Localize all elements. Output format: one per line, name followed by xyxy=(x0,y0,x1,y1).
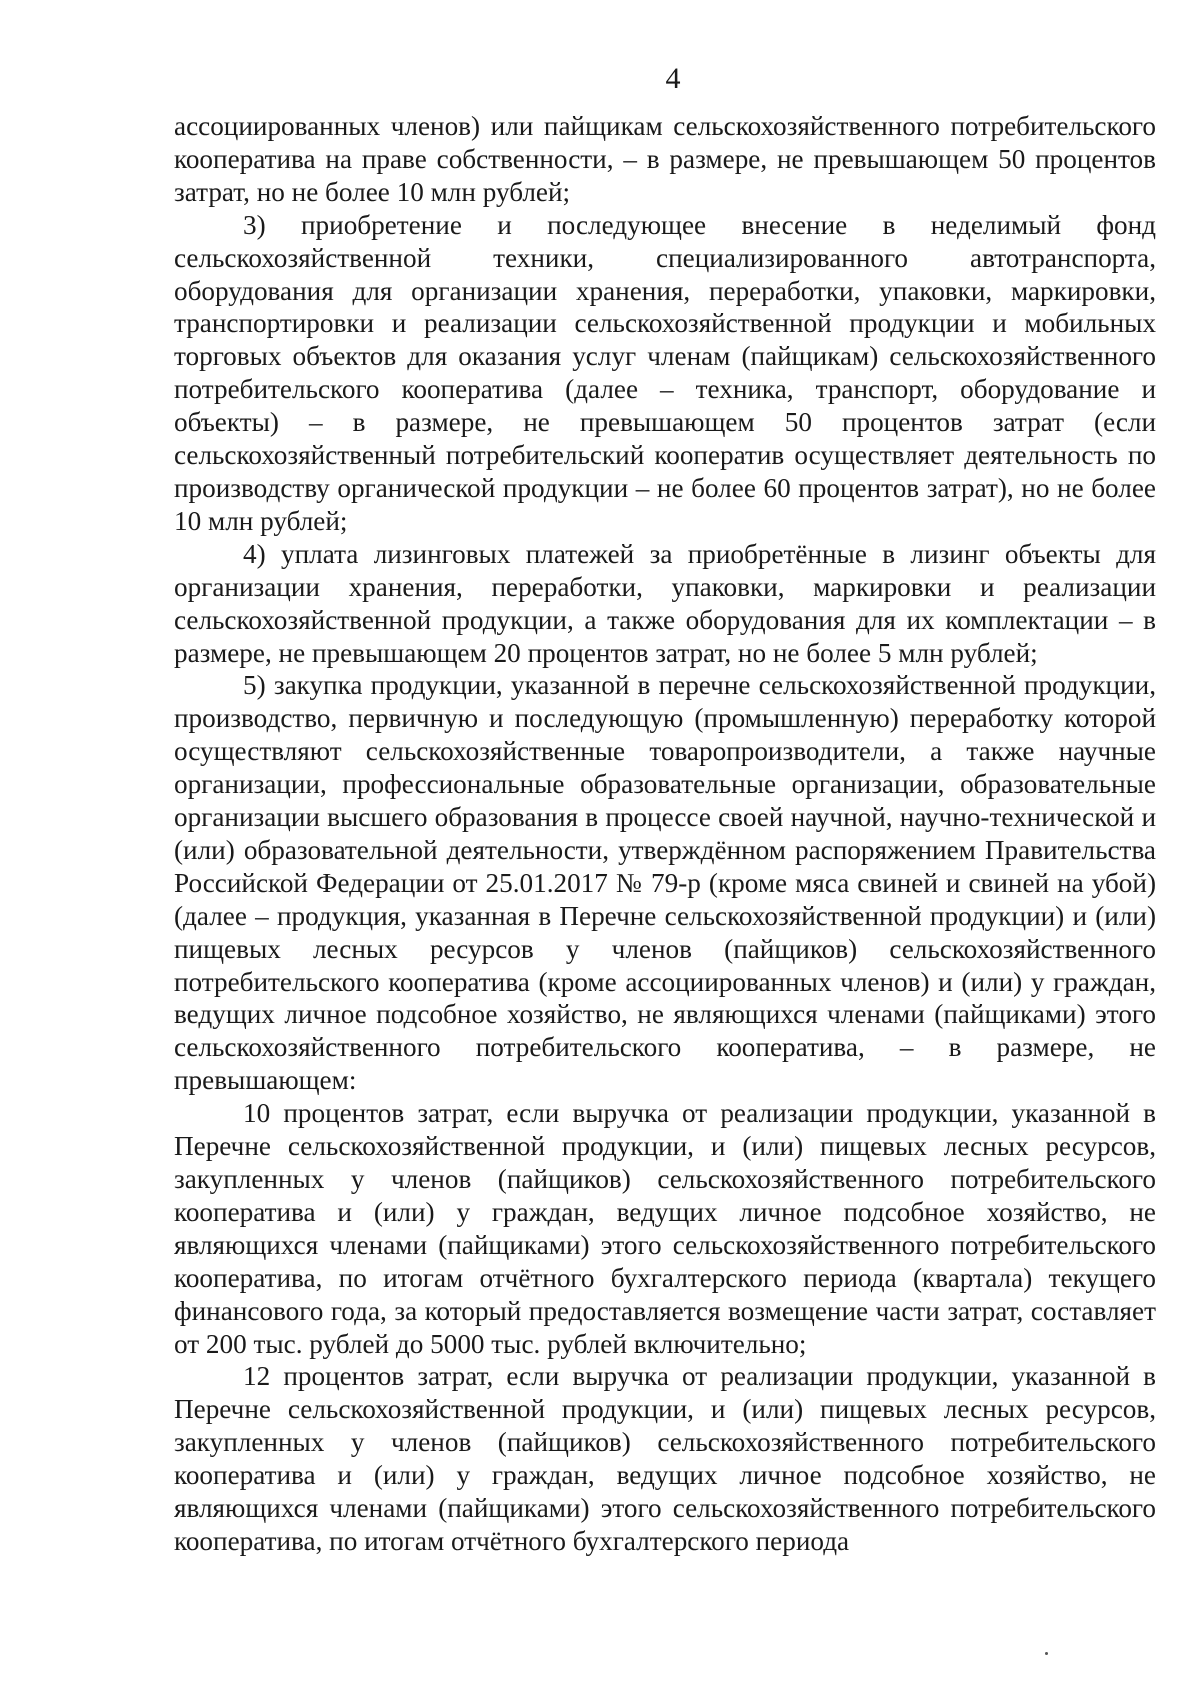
paragraph-item-5: 5) закупка продукции, указанной в перечне сельскохозяйственной продукции, производство, первичную и последующую (промышленную) переработку которой осуществляют сельскохозяйственные товаропроизводители, а также научные организации, профессиональные образовательные организации, образовательные организации высшего образования в процессе своей научной, научно-технической и (или) образовательной деятельности, утверждённом распоряжением Правительства Российской Федерации от 25.01.2017 № 79-р (кроме мяса свиней и свиней на убой) (далее – продукция, указанная в Перечне сельскохозяйственной продукции) и (или) пищевых лесных ресурсов у членов (пайщиков) сельскохозяйственного потребительского кооператива (кроме ассоциированных членов) и (или) у граждан, ведущих личное подсобное хозяйство, не являющихся членами (пайщиками) этого сельскохозяйственного потребительского кооператива, – в размере, не превышающем: xyxy=(174,670,1156,1096)
paragraph-continuation: ассоциированных членов) или пайщикам сельскохозяйственного потребительского кооператива на праве собственности, – в размере, не превышающем 50 процентов затрат, но не более 10 млн рублей; xyxy=(174,111,1156,207)
paragraph-10-percent: 10 процентов затрат, если выручка от реализации продукции, указанной в Перечне сельскохозяйственной продукции, и (или) пищевых лесных ресурсов, закупленных у членов (пайщиков) сельскохозяйственного потребительского кооператива и (или) у граждан, ведущих личное подсобное хозяйство, не являющихся членами (пайщиками) этого сельскохозяйственного потребительского кооператива, по итогам отчётного бухгалтерского периода (квартала) текущего финансового года, за который предоставляется возмещение части затрат, составляет от 200 тыс. рублей до 5000 тыс. рублей включительно; xyxy=(174,1098,1156,1359)
scan-speck xyxy=(1045,1652,1048,1655)
page-number: 4 xyxy=(665,62,681,95)
paragraph-item-4: 4) уплата лизинговых платежей за приобретённые в лизинг объекты для организации хранения, переработки, упаковки, маркировки и реализации сельскохозяйственной продукции, а также оборудования для их комплектации – в размере, не превышающем 20 процентов затрат, но не более 5 млн рублей; xyxy=(174,538,1156,668)
paragraph-12-percent: 12 процентов затрат, если выручка от реализации продукции, указанной в Перечне сельскохозяйственной продукции, и (или) пищевых лесных ресурсов, закупленных у членов (пайщиков) сельскохозяйственного потребительского кооператива и (или) у граждан, ведущих личное подсобное хозяйство, не являющихся членами (пайщиками) этого сельскохозяйственного потребительского кооператива, по итогам отчётного бухгалтерского периода xyxy=(174,1361,1156,1556)
paragraph-item-3: 3) приобретение и последующее внесение в неделимый фонд сельскохозяйственной техники, специализированного автотранспорта, оборудования для организации хранения, переработки, упаковки, маркировки, транспортировки и реализации сельскохозяйственной продукции и мобильных торговых объектов для оказания услуг членам (пайщикам) сельскохозяйственного потребительского кооператива (далее – техника, транспорт, оборудование и объекты) – в размере, не превышающем 50 процентов затрат (если сельскохозяйственный потребительский кооператив осуществляет деятельность по производству органической продукции – не более 60 процентов затрат), но не более 10 млн рублей; xyxy=(174,209,1156,536)
document-page xyxy=(174,62,1156,1558)
